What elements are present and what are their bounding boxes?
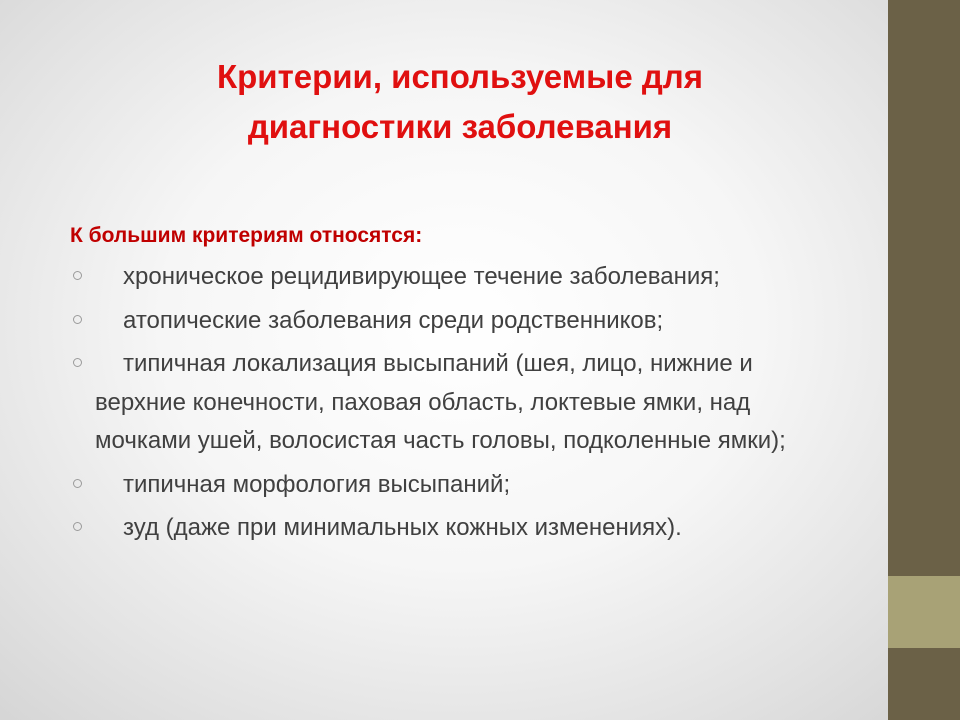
hollow-circle-bullet-icon: [73, 358, 82, 367]
slide-title-line: диагностики заболевания: [247, 108, 673, 145]
hollow-circle-bullet-icon: [73, 522, 82, 531]
slide-title: [60, 52, 860, 152]
criteria-item: [70, 302, 840, 341]
criteria-list: [70, 258, 840, 553]
criteria-item-text: типичная локализация высыпаний (шея, лицо, нижние и верхние конечности, паховая область, локтевые ямки, над мочками ушей, волосистая часть головы, подколенные ямки);: [95, 350, 786, 454]
hollow-circle-bullet-icon: [73, 271, 82, 280]
criteria-item-text: атопические заболевания среди родственников;: [123, 306, 664, 334]
hollow-circle-bullet-icon: [73, 315, 82, 324]
slide-title-line: Критерии, используемые для: [216, 58, 704, 95]
criteria-item-text: зуд (даже при минимальных кожных изменениях).: [123, 514, 682, 541]
criteria-item: [70, 509, 840, 548]
criteria-item: [70, 466, 840, 505]
sidebar-accent-block: [888, 576, 960, 648]
criteria-item-text: хроническое рецидивирующее течение заболевания;: [123, 263, 720, 290]
hollow-circle-bullet-icon: [73, 479, 82, 488]
criteria-item-text: типичная морфология высыпаний;: [123, 470, 511, 498]
criteria-subheading: К большим критериям относятся:: [70, 224, 423, 247]
criteria-item: [70, 258, 840, 297]
criteria-item: [70, 345, 840, 461]
